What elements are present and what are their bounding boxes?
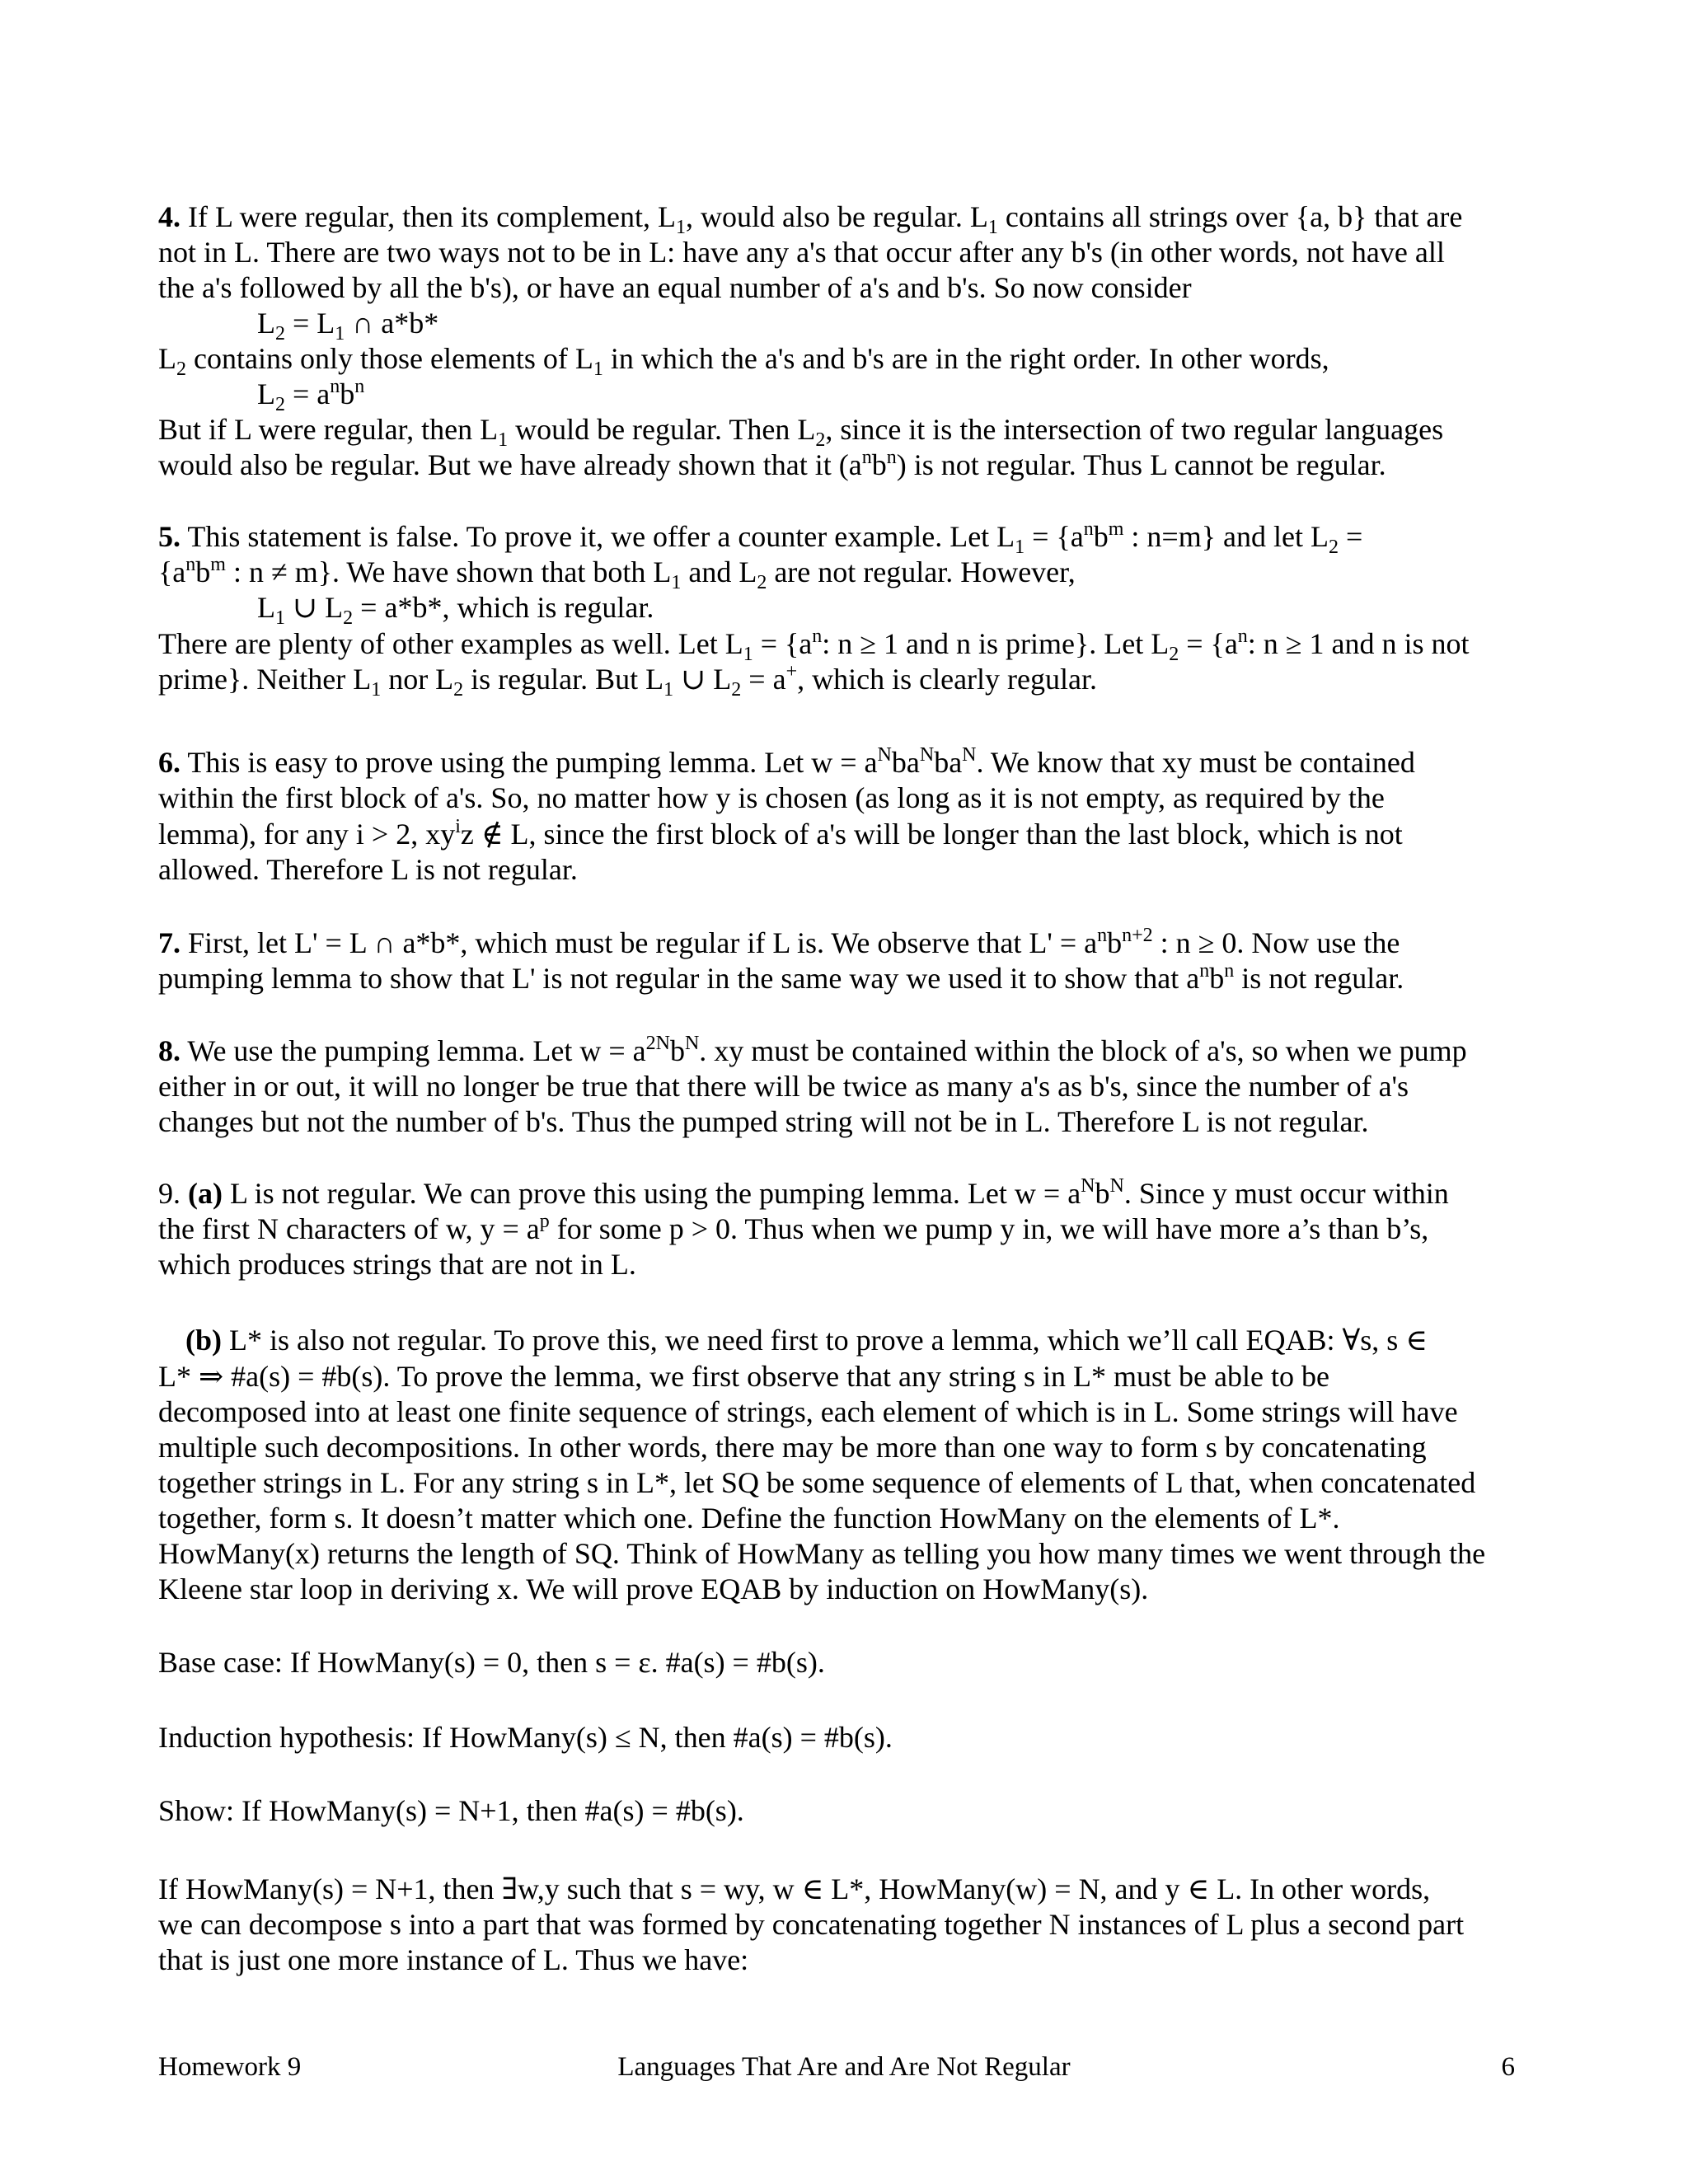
p9b-line-2: L* ⇒ #a(s) = #b(s). To prove the lemma, we first observe that any string s in L* must be able to be xyxy=(158,1360,1329,1393)
p9a-line-3: which produces strings that are not in L. xyxy=(158,1248,636,1281)
p6-line-4: allowed. Therefore L is not regular. xyxy=(158,853,578,886)
p8-line-1: 8. We use the pumping lemma. Let $w = a^{2N}b^N$. xy must be contained within the block of a's, so when we pump xyxy=(158,1033,1467,1067)
footer-left: Homework 9 xyxy=(158,2052,302,2082)
p4-line-3: the a's followed by all the b's), or have an equal number of a's and b's. So now consider xyxy=(158,271,1192,304)
p4-line-8: would also be regular. But we have already shown that it $(a^nb^n)$ is not regular. Thus L cannot be regular. xyxy=(158,447,1386,481)
show-step: Show: If HowMany(s) = N+1, then #a(s) = #b(s). xyxy=(158,1794,744,1827)
p5-line-2: {$a^nb^m$ : n ≠ m}. We have shown that both $L_1$ and $L_2$ are not regular. However, xyxy=(158,554,1076,593)
p9b-line-4: multiple such decompositions. In other words, there may be more than one way to form s by concatenating xyxy=(158,1431,1427,1464)
p4-line-2: not in L. There are two ways not to be in L: have any a's that occur after any b's (in other words, not have all xyxy=(158,236,1445,269)
p9b-line-5: together strings in L. For any string s in L*, let SQ be some sequence of elements of L that, when concatenated xyxy=(158,1466,1476,1499)
p6-line-3: lemma), for any i > 2, $xy^iz$ ∉ L, since the first block of a's will be longer than the last block, which is not xyxy=(158,816,1403,851)
p8-line-3: changes but not the number of b's. Thus the pumped string will not be in L. Therefore L is not regular. xyxy=(158,1105,1369,1138)
p9b-line-8: Kleene star loop in deriving x. We will prove EQAB by induction on HowMany(s). xyxy=(158,1572,1149,1605)
induction-hypothesis: Induction hypothesis: If HowMany(s) ≤ N, then #a(s) = #b(s). xyxy=(158,1721,893,1754)
p4-line-1: 4. If L were regular, then its complement, $L_1$, would also be regular. $L_1$ contains all strings over {a, b} that are xyxy=(158,200,1463,238)
p5-line-1: 5. This statement is false. To prove it, we offer a counter example. Let $L_1 = \{a^nb^m$ : n=m} and let $L_2$ = xyxy=(158,518,1363,558)
step-line-2: we can decompose s into a part that was formed by concatenating together N instances of L plus a second part xyxy=(158,1908,1465,1941)
p9b-line-3: decomposed into at least one finite sequence of strings, each element of which is in L. Some strings will have xyxy=(158,1395,1458,1428)
p5-line-5: prime}. Neither $L_1$ nor $L_2$ is regular. But $L_1$ ∪ $L_2 = a^+$, which is clearly regular. xyxy=(158,661,1097,701)
p5-line-4: There are plenty of other examples as well. Let $L_1 = \{a^n$: n ≥ 1 and n is prime}. Let $L_2 = \{a^n$: n ≥ 1 and n is not xyxy=(158,626,1470,665)
p9b-line-6: together, form s. It doesn’t matter which one. Define the function HowMany on the elements of L*. xyxy=(158,1502,1340,1535)
p9b-line-1: (b) L* is also not regular. To prove this, we need first to prove a lemma, which we’ll call EQAB: ∀s, s ∈ xyxy=(185,1324,1428,1357)
p7-line-1: 7. First, let L' = L ∩ a*b*, which must be regular if L is. We observe that $L' = a^nb^{n+2}$ : n ≥ 0. Now use the xyxy=(158,925,1400,959)
base-case: Base case: If HowMany(s) = 0, then s = ε. #a(s) = #b(s). xyxy=(158,1646,825,1679)
p6-line-2: within the first block of a's. So, no matter how y is chosen (as long as it is not empty, as required by the xyxy=(158,781,1385,814)
p7-line-2: pumping lemma to show that L' is not regular in the same way we used it to show that $a^nb^n$ is not regular. xyxy=(158,960,1404,995)
p9a-line-2: the first N characters of w, $y = a^p$ for some p > 0. Thus when we pump y in, we will have more a’s than b’s, xyxy=(158,1211,1429,1245)
page-number: 6 xyxy=(1501,2052,1515,2082)
step-line-1: If HowMany(s) = N+1, then ∃w,y such that s = wy, w ∈ L*, HowMany(w) = N, and y ∈ L. In other words, xyxy=(158,1872,1431,1905)
p6-line-1: 6. This is easy to prove using the pumping lemma. Let $w = a^Nba^Nba^N$. We know that xy must be contained xyxy=(158,744,1415,779)
footer-center: Languages That Are and Are Not Regular xyxy=(617,2052,1071,2082)
step-line-3: that is just one more instance of L. Thus we have: xyxy=(158,1943,749,1976)
p4-line-5: $L_2$ contains only those elements of $L_1$ in which the a's and b's are in the right order. In other words, xyxy=(158,342,1329,380)
p4-line-7: But if L were regular, then $L_1$ would be regular. Then $L_2$, since it is the intersection of two regular languages xyxy=(158,413,1444,451)
p8-line-2: either in or out, it will no longer be true that there will be twice as many a's as b's, since the number of a's xyxy=(158,1070,1409,1103)
p9a-line-1: 9. (a) L is not regular. We can prove this using the pumping lemma. Let $w = a^Nb^N$. Since y must occur within xyxy=(158,1175,1449,1210)
p9b-line-7: HowMany(x) returns the length of SQ. Think of HowMany as telling you how many times we went through the xyxy=(158,1537,1486,1570)
p4-equation-2: $L_2 = a^nb^n$ xyxy=(257,376,365,415)
p5-equation: $L_1$ ∪ $L_2 = a*b*$, which is regular. xyxy=(257,591,654,629)
p4-equation-1: $L_2 = L_1$ ∩ a*b* xyxy=(257,307,439,344)
